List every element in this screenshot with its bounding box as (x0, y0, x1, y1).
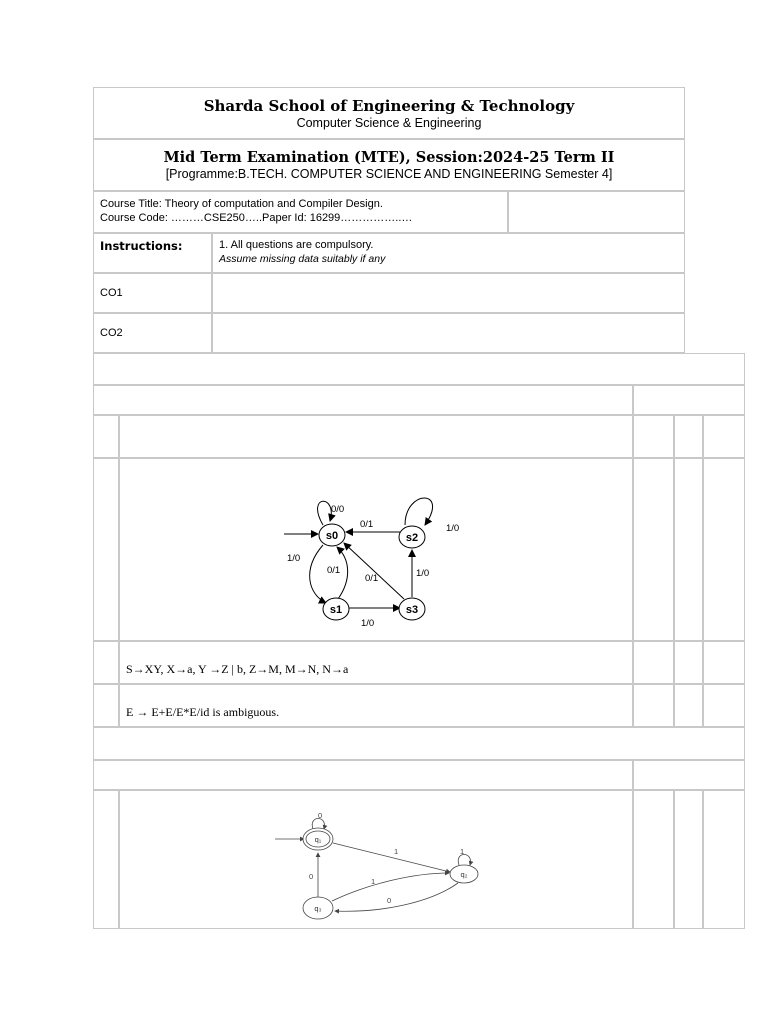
co2-label-cell (93, 313, 212, 353)
label-s3-s0: 0/1 (365, 573, 379, 584)
section-b-header (93, 727, 745, 760)
section-b-subheader-side (633, 760, 745, 790)
section-a-header (93, 353, 745, 385)
mealy-machine-diagram (120, 459, 634, 642)
q1-marks-cell (633, 415, 674, 458)
instructions-cell (212, 233, 685, 273)
state-q3-label: q₃ (314, 904, 322, 913)
instruction-1: 1. All questions are compulsory. (219, 239, 374, 251)
label-q2-q3: 0 (387, 896, 392, 905)
label-s3-s2: 1/0 (416, 568, 430, 579)
course-info-cell (93, 191, 508, 233)
label-q2-self: 1 (460, 847, 465, 856)
state-q3 (303, 897, 333, 919)
q1-bl-cell (703, 415, 745, 458)
q3-bl-cell (703, 641, 745, 684)
q1-text-cell (119, 415, 633, 458)
q3-marks-cell (633, 641, 674, 684)
s0-self-loop (318, 501, 332, 525)
q5-marks-cell (633, 790, 674, 929)
q5-co-cell (674, 790, 703, 929)
q4-text-cell (119, 684, 633, 727)
state-s2-label: s2 (405, 532, 419, 544)
section-a-subheader (93, 385, 633, 415)
edge-q1-q2 (333, 843, 450, 872)
q3-text-cell (119, 641, 633, 684)
q3-number-cell (93, 641, 119, 684)
edge-s0-s1 (310, 545, 326, 603)
label-s1-s0: 0/1 (327, 565, 341, 576)
state-s1 (323, 598, 349, 620)
instruction-2: Assume missing data suitably if any (219, 253, 386, 265)
q1-number-cell (93, 415, 119, 458)
q4-marks-cell (633, 684, 674, 727)
q2-diagram-cell (119, 458, 633, 641)
exam-header (93, 139, 685, 191)
label-q3-q1: 0 (309, 872, 314, 881)
s2-self-loop (405, 498, 433, 525)
school-name: Sharda School of Engineering & Technology (203, 97, 575, 115)
label-s0-self: 0/0 (331, 504, 345, 515)
q4-number-cell (93, 684, 119, 727)
q1-co-cell (674, 415, 703, 458)
q5-diagram-cell (119, 790, 633, 929)
label-q1-q2: 1 (394, 847, 399, 856)
edge-s3-s0 (344, 543, 404, 599)
state-s0 (319, 524, 345, 546)
state-s1-label: s1 (329, 604, 343, 616)
department-name: Computer Science & Engineering (296, 116, 482, 130)
programme-line: [Programme:B.TECH. COMPUTER SCIENCE AND ENGINEERING Semester 4] (165, 167, 613, 181)
q4-co-cell (674, 684, 703, 727)
q5-bl-cell (703, 790, 745, 929)
instructions-label: Instructions: (100, 239, 183, 253)
state-q2 (450, 865, 478, 883)
co2-label: CO2 (100, 327, 123, 339)
q2-self-loop (458, 855, 470, 866)
label-s0-s2: 0/1 (360, 519, 374, 530)
q1-self-loop (312, 819, 324, 830)
label-q1-self: 0 (318, 811, 323, 820)
course-title: Course Title: Theory of computation and Compiler Design. (100, 198, 383, 210)
grammar-text: S→XY, X→a, Y →Z | b, Z→M, M→N, N→a (126, 662, 349, 676)
co1-label: CO1 (100, 287, 123, 299)
state-s2 (399, 526, 425, 548)
state-q2-label: q₂ (460, 870, 468, 879)
q2-co-cell (674, 458, 703, 641)
co1-desc-cell (212, 273, 685, 313)
co2-desc-cell (212, 313, 685, 353)
q3-co-cell (674, 641, 703, 684)
label-s2-self: 1/0 (446, 523, 460, 534)
section-a-subheader-side (633, 385, 745, 415)
co1-label-cell (93, 273, 212, 313)
course-code: Course Code: ………CSE250…..Paper Id: 16299……………..… (100, 212, 413, 224)
course-side-cell (508, 191, 685, 233)
state-q1 (303, 828, 333, 850)
q2-number-cell (93, 458, 119, 641)
ambiguity-text: E → E+E/E*E/id is ambiguous. (126, 705, 280, 719)
label-q3-q2: 1 (371, 877, 376, 886)
state-s3-label: s3 (405, 604, 419, 616)
q2-marks-cell (633, 458, 674, 641)
state-s3 (399, 598, 425, 620)
school-header (93, 87, 685, 139)
edge-q2-q3 (335, 883, 458, 911)
state-s0-label: s0 (325, 530, 339, 542)
q4-bl-cell (703, 684, 745, 727)
state-q1-label: q₁ (314, 835, 322, 844)
section-b-subheader (93, 760, 633, 790)
dfa-diagram (120, 791, 634, 930)
instructions-label-cell (93, 233, 212, 273)
label-s1-s3: 1/0 (361, 618, 375, 629)
q5-number-cell (93, 790, 119, 929)
q2-bl-cell (703, 458, 745, 641)
label-s0-s1: 1/0 (287, 553, 301, 564)
exam-title: Mid Term Examination (MTE), Session:2024-25 Term II (163, 149, 615, 166)
